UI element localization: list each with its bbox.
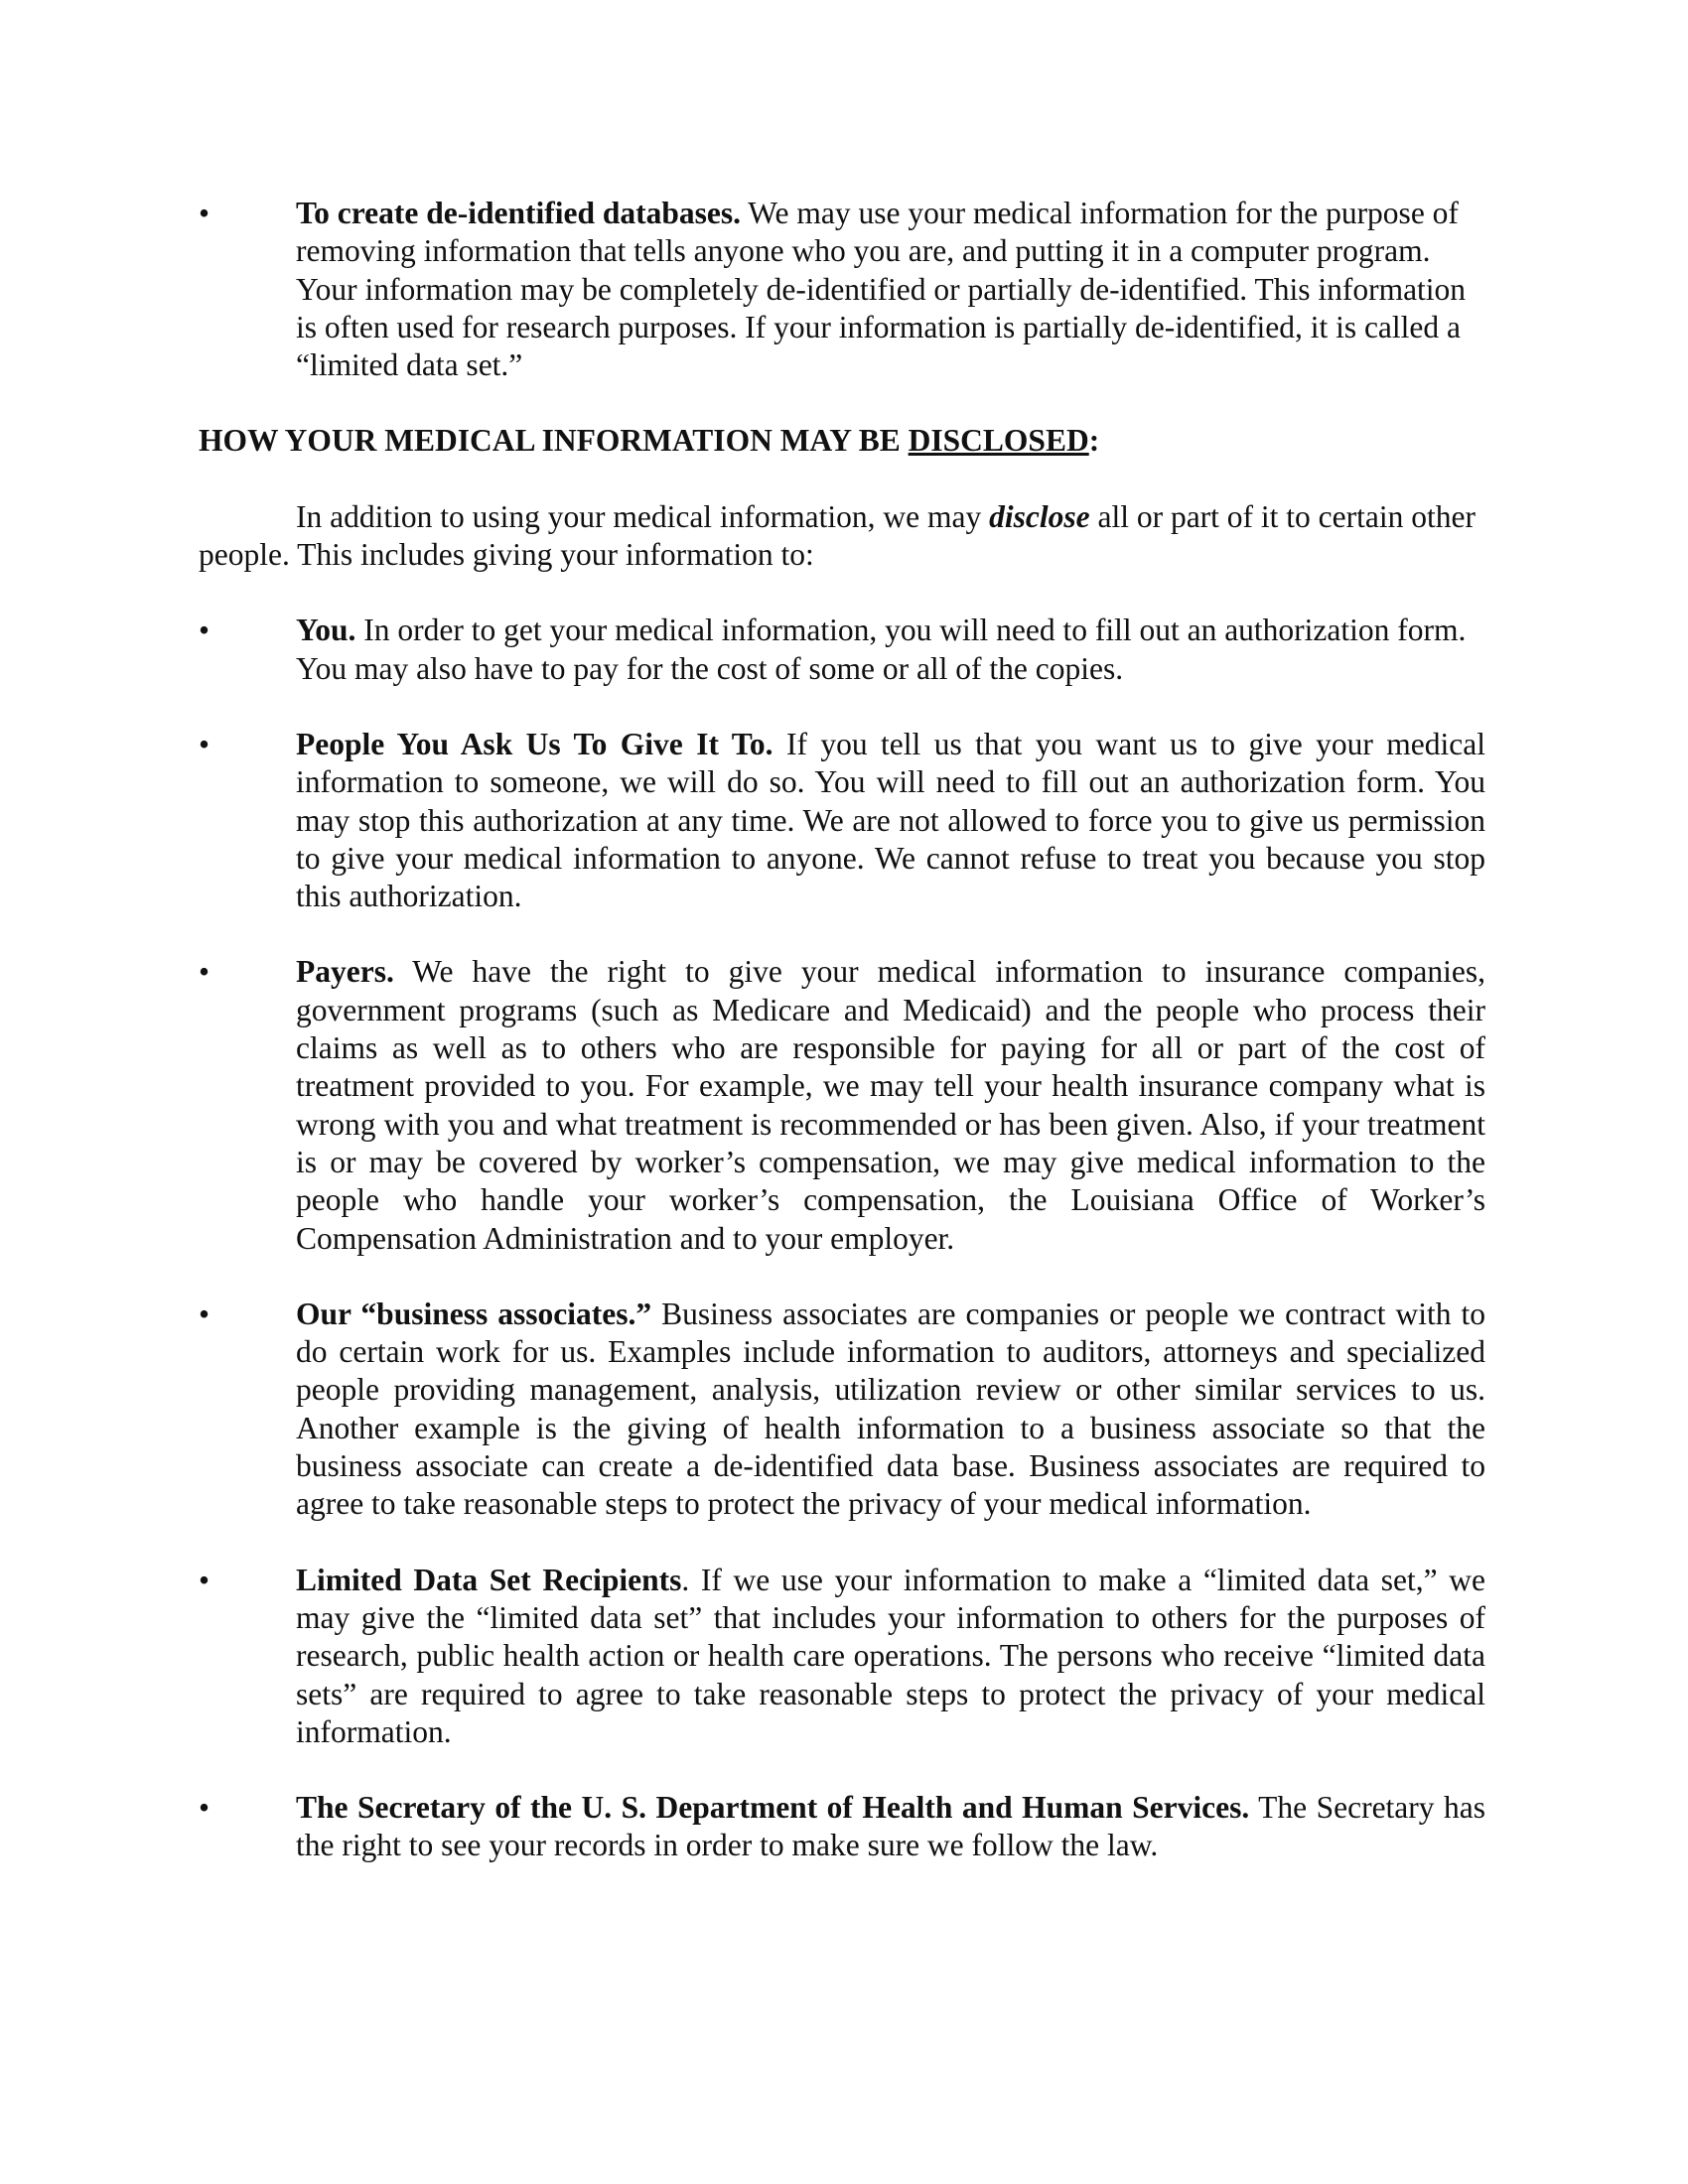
intro-text: In addition to using your medical information, we may [296,498,990,534]
item-lead: Payers. [296,954,394,990]
bullet-icon: • [199,1790,211,1826]
list-item-secretary-hhs [199,1789,1485,1865]
bullet-icon: • [199,726,211,761]
item-text: If you tell us that you want us to give your medical information to someone, we will do so. You will need to fill out an authorization form. You may stop this authorization at any time. We are not allowed to force you to give us permission to give your medical information to anyone. We cannot refuse to treat you because you stop this authorization. [296,726,1485,914]
bullet-icon: • [199,196,211,230]
list-item-limited-data-set [199,1562,1485,1751]
item-text: The Secretary has the right to see your records in order to make sure we follow the law. [296,1790,1485,1863]
heading-underlined: DISCLOSED [908,423,1089,459]
item-text: We may use your medical information for the purpose of removing information that tells anyone who you are, and putting it in a computer program. Your information may be completely de-identified or partially de-identified. This information is often used for research purposes. If your information is partially de-identified, it is called a “limited data set.” [296,196,1467,383]
item-lead: To create de-identified databases. [296,196,741,230]
item-lead: People You Ask Us To Give It To. [296,726,774,761]
section-heading [199,422,1485,460]
intro-emphasis: disclose [989,498,1090,534]
intro-paragraph [199,498,1485,575]
item-text: We have the right to give your medical information to insurance companies, government programs (such as Medicare and Medicaid) and the people who process their claims as well as to others who are responsible for paying for all or part of the cost of treatment provided to you. For example, we may tell your health insurance company what is wrong with you and what treatment is recommended or has been given. Also, if your treatment is or may be covered by worker’s compensation, we may give medical information to the people who handle your worker’s compensation, the Louisiana Office of Worker’s Compensation Administration and to your employer. [296,954,1485,1256]
bullet-icon: • [199,954,211,990]
heading-text: HOW YOUR MEDICAL INFORMATION MAY BE [199,423,909,459]
item-lead: You. [296,613,356,648]
item-text: . If we use your information to make a “limited data set,” we may give the “limited data set” that includes your information to others for the purposes of research, public health action or health care operations. The persons who receive “limited data sets” are required to agree to take reasonable steps to protect the privacy of your medical information. [296,1562,1486,1749]
item-lead: The Secretary of the U. S. Department of Health and Human Services. [296,1790,1250,1826]
heading-colon: : [1088,423,1100,459]
document-body [199,195,1485,1903]
item-text: Business associates are companies or people we contract with to do certain work for us. Examples include information to auditors, attorneys and specialized people providing management, analysis, utilization review or other similar services to us. Another example is the giving of health information to a business associate so that the business associate can create a de-identified data base. Business associates are required to agree to take reasonable steps to protect the privacy of your medical information. [296,1296,1485,1522]
item-lead: Our “business associates.” [296,1296,652,1331]
bullet-icon: • [199,613,211,648]
list-item-deidentified-databases [199,195,1485,384]
intro-text-rest: all or part of it to certain other people. This includes giving your information to: [199,498,1476,573]
item-lead: Limited Data Set Recipients [296,1562,682,1597]
list-item-business-associates [199,1296,1485,1524]
list-item-people-you-ask [199,726,1485,915]
list-item-payers [199,953,1485,1257]
item-text: In order to get your medical information, you will need to fill out an authorization form. You may also have to pay for the cost of some or all of the copies. [296,613,1467,686]
list-item-you [199,612,1485,688]
bullet-icon: • [199,1562,211,1597]
bullet-icon: • [199,1296,211,1331]
